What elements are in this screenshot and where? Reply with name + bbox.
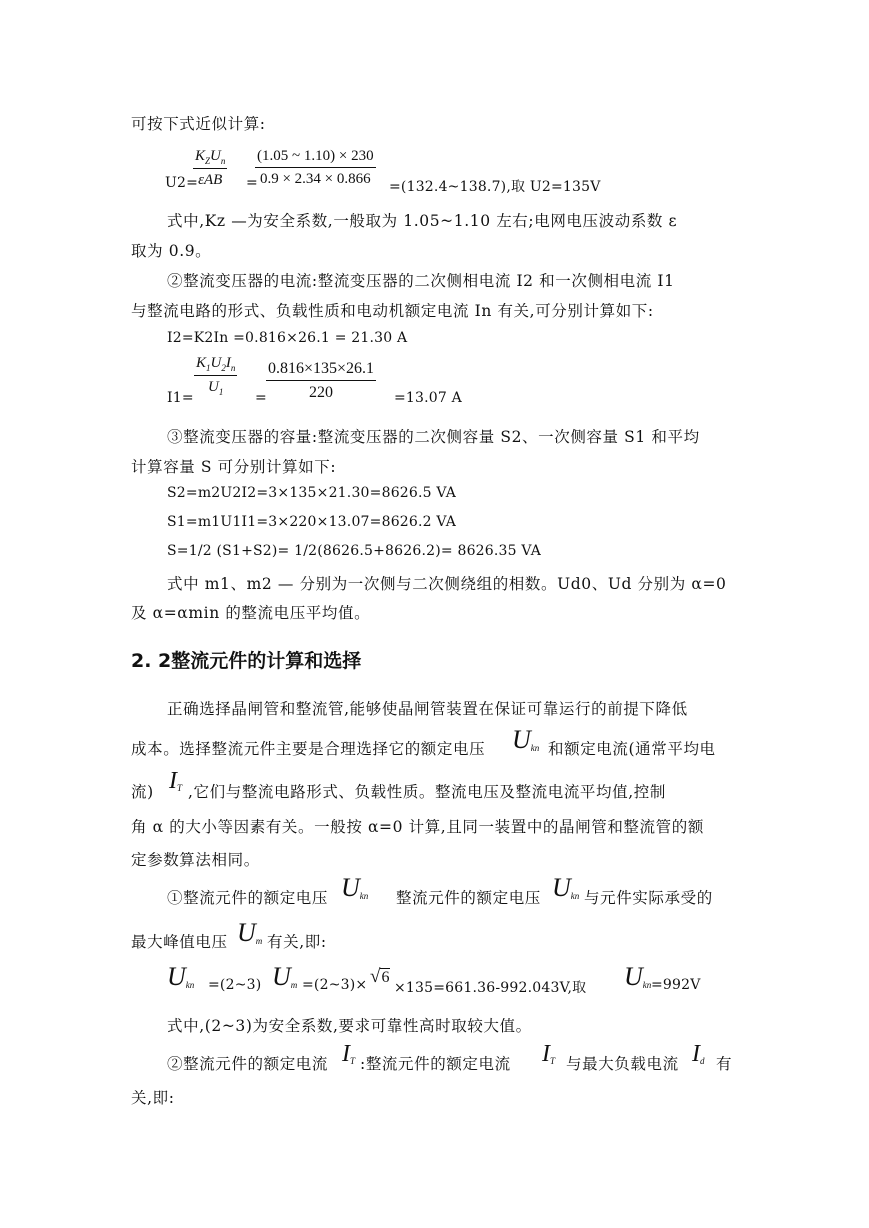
s2-formula: S2=m2U2I2=3×135×21.30=8626.5 VA — [167, 485, 457, 501]
denominator: $U_1$ — [208, 379, 224, 397]
numerator: $K_1U_2I_n$ — [194, 355, 237, 376]
numerator: 0.816×135×26.1 — [266, 360, 376, 381]
i1-label: I1= — [167, 390, 194, 406]
ukn-symbol: $U_{kn}$ — [552, 873, 580, 902]
text-line: 关,即: — [131, 1089, 175, 1107]
numerator: $K_ZU_n$ — [193, 148, 227, 169]
ukn-symbol: $U_{kn}$ — [167, 962, 195, 991]
text-line: 有关,即: — [267, 933, 327, 951]
text-line: 式中,(2~3)为安全系数,要求可靠性高时取较大值。 — [167, 1017, 532, 1035]
text-line: 与元件实际承受的 — [584, 889, 713, 907]
text-line: ②整流元件的额定电流 — [167, 1055, 329, 1073]
text-line: ②整流变压器的电流:整流变压器的二次侧相电流 I2 和一次侧相电流 I1 — [167, 272, 675, 290]
text-line: 取为 0.9。 — [131, 242, 212, 260]
u2-result: =(132.4~138.7),取 U2=135V — [389, 179, 601, 195]
fraction-u2-values — [255, 148, 376, 188]
ukn-eq-part: =992V — [651, 977, 701, 993]
sqrt-6: √6 — [370, 966, 390, 987]
text-line: 有 — [716, 1055, 733, 1073]
it-symbol: $I_T$ — [169, 768, 183, 794]
text-line: 成本。选择整流元件主要是合理选择它的额定电压 — [131, 740, 486, 758]
text-line: ①整流元件的额定电压 — [167, 889, 329, 907]
text-line: 计算容量 S 可分别计算如下: — [131, 458, 337, 476]
s-formula: S=1/2 (S1+S2)= 1/2(8626.5+8626.2)= 8626.35 VA — [167, 543, 542, 559]
denominator: 220 — [309, 384, 334, 401]
text-line: 式中 m1、m2 — 分别为一次侧与二次侧绕组的相数。Ud0、Ud 分别为 α=0 — [167, 575, 727, 593]
ukn-eq-part: =(2~3) — [208, 977, 262, 993]
s1-formula: S1=m1U1I1=3×220×13.07=8626.2 VA — [167, 514, 457, 530]
fraction-kz-un — [193, 148, 227, 189]
denominator: 0.9 × 2.34 × 0.866 — [259, 171, 371, 187]
text-line: 可按下式近似计算: — [131, 115, 266, 133]
section-heading: 2. 2整流元件的计算和选择 — [131, 650, 362, 672]
text-line: 和额定电流(通常平均电 — [548, 740, 716, 758]
text-line: 角 α 的大小等因素有关。一般按 α=0 计算,且同一装置中的晶闸管和整流管的额 — [131, 818, 704, 836]
ukn-eq-part: =(2~3)× — [302, 977, 368, 993]
id-symbol: $I_d$ — [692, 1041, 705, 1067]
um-symbol: $U_m$ — [272, 962, 298, 991]
text-line: 流) — [131, 783, 154, 801]
um-symbol: $U_m$ — [237, 918, 263, 947]
text-line: :整流元件的额定电流 — [360, 1055, 511, 1073]
ukn-eq-part: ×135=661.36-992.043V,取 — [394, 980, 587, 996]
fraction-i1-values — [266, 360, 376, 402]
i2-formula: I2=K2In =0.816×26.1 = 21.30 A — [167, 330, 408, 346]
text-line: ③整流变压器的容量:整流变压器的二次侧容量 S2、一次侧容量 S1 和平均 — [167, 428, 700, 446]
ukn-symbol: $U_{kn}$ — [512, 725, 540, 754]
text-line: 及 α=αmin 的整流电压平均值。 — [131, 604, 371, 622]
text-line: 与最大负载电流 — [566, 1055, 679, 1073]
numerator: (1.05 ~ 1.10) × 230 — [255, 148, 376, 168]
i1-result: =13.07 A — [394, 390, 462, 406]
fraction-k1u2in — [194, 355, 237, 397]
it-symbol: $I_T$ — [342, 1041, 356, 1067]
denominator: εAB — [198, 172, 223, 188]
text-line: 正确选择晶闸管和整流管,能够使晶闸管装置在保证可靠运行的前提下降低 — [167, 700, 688, 718]
ukn-symbol: $U_{kn}$ — [341, 873, 369, 902]
text-line: 最大峰值电压 — [131, 933, 228, 951]
text-line: 式中,Kz —为安全系数,一般取为 1.05~1.10 左右;电网电压波动系数 ε — [167, 212, 678, 230]
ukn-symbol: $U_{kn}$ — [624, 962, 652, 991]
equals-sign: = — [246, 175, 258, 191]
text-line: 整流元件的额定电压 — [396, 889, 541, 907]
text-line: 定参数算法相同。 — [131, 851, 260, 869]
text-line: ,它们与整流电路形式、负载性质。整流电压及整流电流平均值,控制 — [188, 783, 666, 801]
equals-sign: = — [255, 390, 267, 406]
text-line: 与整流电路的形式、负载性质和电动机额定电流 In 有关,可分别计算如下: — [131, 302, 654, 320]
it-symbol: $I_T$ — [542, 1041, 556, 1067]
u2-label: U2= — [165, 175, 199, 191]
